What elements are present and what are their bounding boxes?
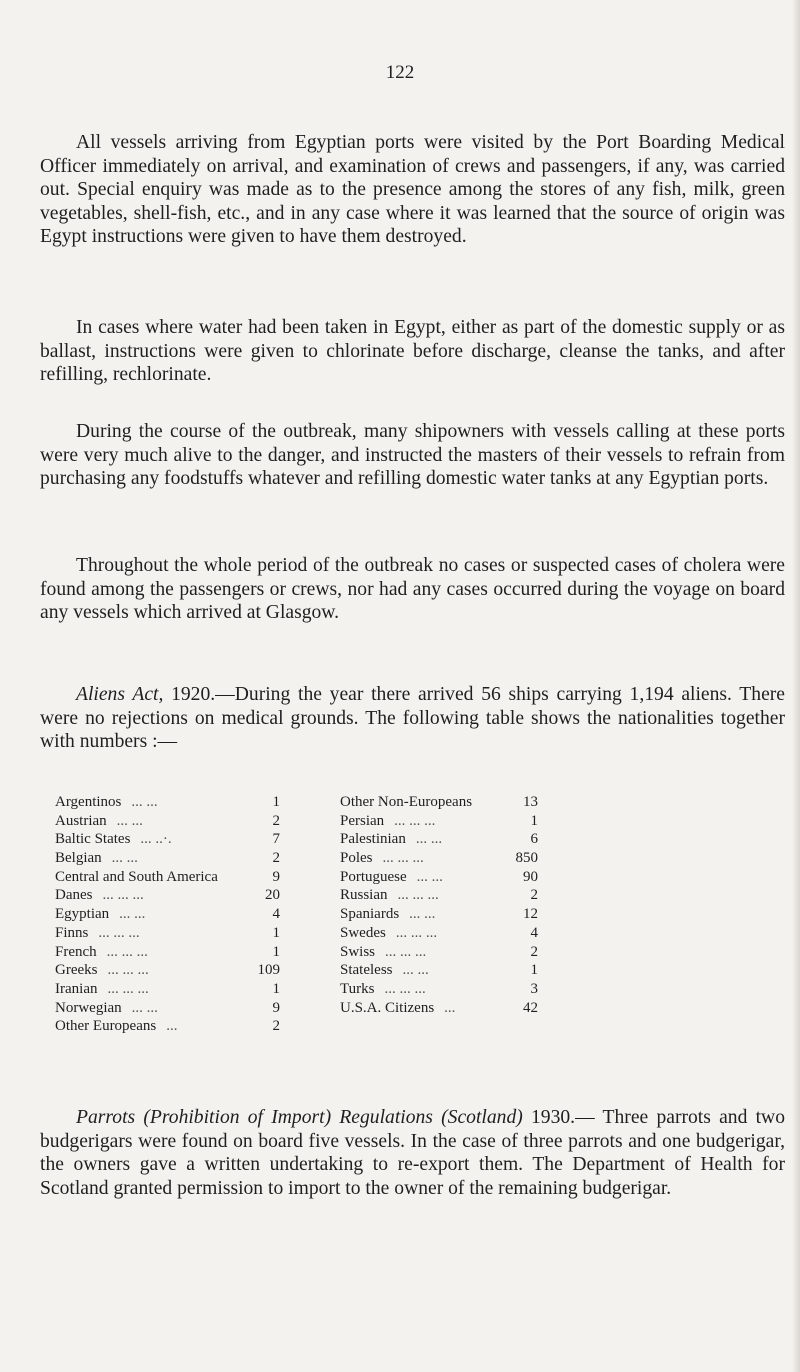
leader-dots: ... ... ... <box>394 812 436 829</box>
nationality-name <box>340 924 437 943</box>
nationality-name <box>55 999 158 1018</box>
leader-dots: ... <box>166 1018 178 1035</box>
nationality-name <box>340 943 426 962</box>
leader-dots: ... ... <box>131 999 158 1016</box>
table-row <box>55 1017 280 1036</box>
nationality-name <box>55 793 158 812</box>
table-row <box>340 943 750 962</box>
leader-dots: ... ..·. <box>140 831 172 848</box>
nationalities-column-right <box>340 793 750 1017</box>
nationality-label: Central and South America <box>55 868 218 885</box>
nationality-count: 2 <box>272 1018 280 1035</box>
nationality-count: 2 <box>272 812 280 829</box>
nationality-count: 13 <box>523 794 538 810</box>
nationality-count: 1 <box>530 962 538 979</box>
nationality-name <box>340 868 443 887</box>
leader-dots: ... ... ... <box>107 980 149 997</box>
leader-dots: ... ... ... <box>395 924 438 941</box>
leader-dots: ... ... <box>116 812 143 829</box>
nationality-name <box>340 849 424 868</box>
table-row <box>340 812 750 831</box>
table-row <box>55 905 280 924</box>
leader-dots: ... ... ... <box>385 943 427 960</box>
nationality-name <box>340 905 435 924</box>
nationality-count: 1 <box>272 924 280 941</box>
nationality-name <box>55 1017 177 1036</box>
nationality-label: Finns <box>55 924 89 941</box>
paragraph-text: During the course of the outbreak, many shipowners with vessels calling at these ports were very much alive to the danger, and instructed the masters of their vessels to refrain from purchasing any foodstuffs whatever and refilling domestic water tanks at any Egyptian ports. <box>40 421 785 489</box>
nationality-name <box>55 886 144 905</box>
leader-dots: ... ... <box>111 850 138 867</box>
nationality-label: Swedes <box>340 924 386 941</box>
table-row <box>55 943 280 962</box>
table-row <box>55 849 280 868</box>
table-row <box>340 961 750 980</box>
table-row <box>55 812 280 831</box>
paragraph-text: All vessels arriving from Egyptian ports were visited by the Port Boarding Medical Officer immediately on arrival, and examination of crews and passengers, if any, was carried out. Special enquiry was made as to the presence among the stores of any fish, milk, green vegetables, shell-fish, etc., and in any case where it was learned that the source of origin was Egypt instructions were given to have them destroyed. <box>40 132 785 247</box>
paragraph-text: 1920.—During the year there arrived 56 ships carrying 1,194 aliens. There were no rejections on medical grounds. The following table shows the nationalities together with numbers :— <box>40 684 785 752</box>
leader-dots: ... ... <box>409 906 436 923</box>
nationality-label: Spaniards <box>340 906 400 923</box>
nationality-name <box>55 830 172 849</box>
nationality-label: U.S.A. Citizens <box>340 999 435 1016</box>
nationality-label: Palestinian <box>340 831 406 848</box>
table-row <box>55 999 280 1018</box>
nationality-label: Russian <box>340 887 388 904</box>
nationality-count: 42 <box>523 999 538 1016</box>
nationality-name <box>340 980 426 999</box>
nationality-count: 4 <box>272 906 280 923</box>
nationality-name <box>55 961 149 980</box>
nationality-label: Stateless <box>340 962 393 979</box>
leader-dots: ... ... <box>131 794 158 810</box>
table-row <box>55 980 280 999</box>
leader-dots: ... ... ... <box>107 962 149 979</box>
table-row <box>340 905 750 924</box>
nationality-count: 12 <box>523 906 538 923</box>
aliens-act-heading: Aliens Act, <box>76 684 164 705</box>
nationality-label: Austrian <box>55 812 107 829</box>
leader-dots: ... ... <box>415 831 443 848</box>
nationality-count: 1 <box>272 943 280 960</box>
paragraph-parrots-regulations <box>40 1106 785 1200</box>
paragraph-aliens-act <box>40 683 785 754</box>
leader-dots: ... ... <box>416 868 443 885</box>
nationality-label: Danes <box>55 887 93 904</box>
leader-dots: ... ... <box>402 962 429 979</box>
nationality-name <box>55 980 149 999</box>
nationality-count: 4 <box>530 924 538 941</box>
paragraph-egyptian-vessels <box>40 131 785 249</box>
leader-dots: ... ... ... <box>382 850 424 867</box>
table-row <box>340 924 750 943</box>
nationality-name <box>340 886 439 905</box>
table-row <box>340 980 750 999</box>
leader-dots: ... ... ... <box>102 887 144 904</box>
nationality-name <box>340 999 455 1018</box>
nationality-count: 1 <box>272 980 280 997</box>
nationality-count: 1 <box>530 812 538 829</box>
nationality-label: Argentinos <box>55 794 122 810</box>
table-row <box>55 961 280 980</box>
nationality-name <box>340 830 442 849</box>
leader-dots: ... ... <box>119 906 146 923</box>
nationality-count: 9 <box>272 868 280 885</box>
table-row <box>340 886 750 905</box>
table-row <box>340 793 750 812</box>
table-row <box>340 830 750 849</box>
nationality-count: 6 <box>530 831 538 848</box>
paragraph-shipowners <box>40 420 785 491</box>
nationality-count: 2 <box>530 943 538 960</box>
nationality-count: 850 <box>515 850 538 867</box>
nationality-label: French <box>55 943 97 960</box>
nationality-label: Poles <box>340 850 373 867</box>
nationality-count: 2 <box>272 850 280 867</box>
nationality-label: Belgian <box>55 850 102 867</box>
nationality-count: 2 <box>530 887 538 904</box>
paragraph-text: 1930.— Three parrots and two budgerigars were found on board five vessels. In the case of three parrots and one budgerigar, the owners gave a written undertaking to re-export them. The Department of Health for Scotland granted permission to import to the owner of the remaining budgerigar. <box>40 1107 785 1199</box>
nationalities-column-left <box>55 793 280 1036</box>
table-row <box>55 924 280 943</box>
nationality-name <box>55 943 148 962</box>
nationality-label: Greeks <box>55 962 98 979</box>
nationality-name <box>340 961 429 980</box>
paragraph-text: In cases where water had been taken in Egypt, either as part of the domestic supply or as ballast, instructions were given to chlorinate before discharge, cleanse the tanks, and after refilling, rechlorinate. <box>40 317 785 385</box>
table-row <box>340 999 750 1018</box>
nationality-label: Turks <box>340 980 375 997</box>
nationality-name <box>340 793 482 812</box>
table-row <box>55 868 280 887</box>
page-edge-shadow <box>792 0 800 1372</box>
table-row <box>55 886 280 905</box>
nationality-count: 9 <box>272 999 280 1016</box>
nationality-name <box>55 868 228 887</box>
nationality-name <box>55 812 143 831</box>
nationality-label: Portuguese <box>340 868 407 885</box>
paragraph-water-chlorination <box>40 316 785 387</box>
paragraph-no-cholera <box>40 554 785 625</box>
nationality-label: Baltic States <box>55 831 131 848</box>
nationality-label: Norwegian <box>55 999 122 1016</box>
table-row <box>340 849 750 868</box>
nationality-label: Iranian <box>55 980 98 997</box>
nationality-label: Egyptian <box>55 906 110 923</box>
leader-dots: ... ... ... <box>98 924 140 941</box>
nationality-count: 3 <box>530 980 538 997</box>
nationality-count: 7 <box>272 831 280 848</box>
nationality-name <box>55 905 145 924</box>
nationality-label: Other Europeans <box>55 1018 157 1035</box>
table-row <box>340 868 750 887</box>
table-row <box>55 793 280 812</box>
leader-dots: ... ... ... <box>397 887 439 904</box>
parrots-regulations-heading: Parrots (Prohibition of Import) Regulations (Scotland) <box>76 1107 523 1128</box>
table-row <box>55 830 280 849</box>
nationality-label: Persian <box>340 812 385 829</box>
nationality-count: 90 <box>523 868 538 885</box>
leader-dots: ... ... ... <box>384 980 426 997</box>
leader-dots: ... ... ... <box>106 943 148 960</box>
nationality-label: Other Non-Europeans <box>340 794 473 810</box>
paragraph-text: Throughout the whole period of the outbreak no cases or suspected cases of cholera were found among the passengers or crews, nor had any cases occurred during the voyage on board any vessels which arrived at Glasgow. <box>40 555 785 623</box>
nationality-count: 109 <box>257 962 280 979</box>
nationality-label: Swiss <box>340 943 376 960</box>
nationality-name <box>55 924 140 943</box>
page-number: 122 <box>385 62 415 83</box>
nationality-name <box>340 812 435 831</box>
nationality-count: 1 <box>272 794 280 810</box>
leader-dots: ... <box>444 999 456 1016</box>
nationality-count: 20 <box>265 887 280 904</box>
nationality-name <box>55 849 138 868</box>
